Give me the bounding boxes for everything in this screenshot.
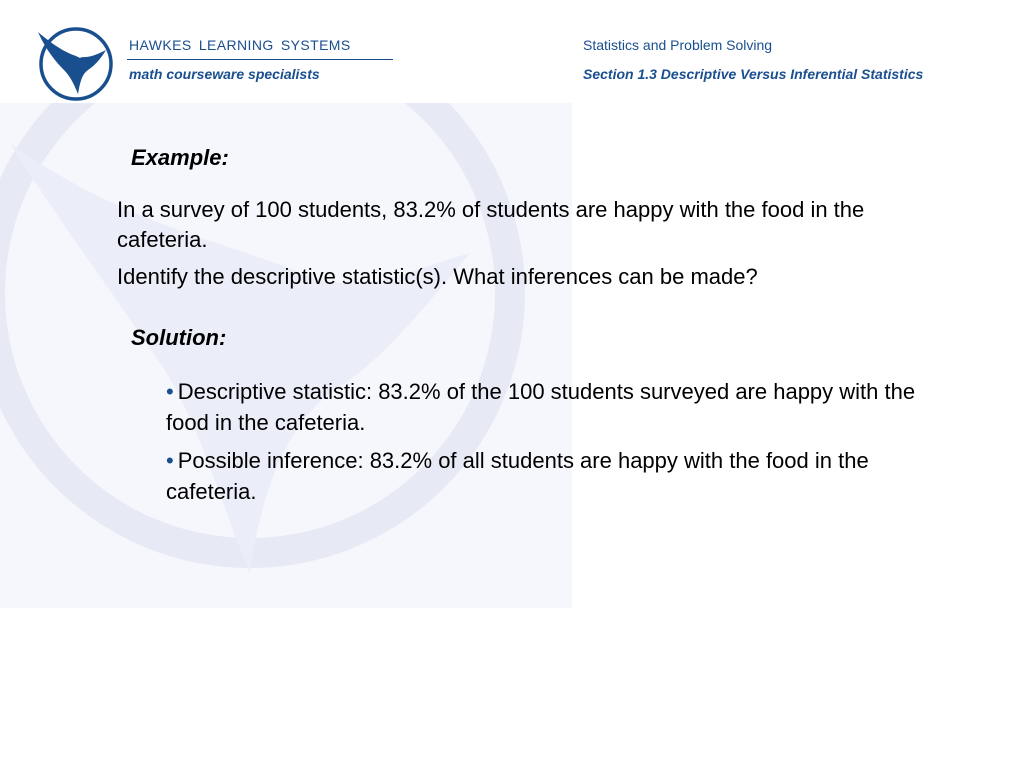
watermark-hawk-icon [0, 103, 572, 608]
example-question: Identify the descriptive statistic(s). What inferences can be made? [117, 264, 758, 289]
bullet-icon: • [166, 379, 174, 404]
example-problem: In a survey of 100 students, 83.2% of students are happy with the food in the cafeteria. [117, 197, 865, 252]
example-heading: Example: [131, 145, 229, 170]
solution-possible-inference: Possible inference: 83.2% of all students are happy with the food in the cafeteria. [166, 448, 869, 504]
list-item [166, 445, 926, 507]
brand-divider [127, 59, 393, 60]
list-item [166, 376, 926, 438]
section-title: Section 1.3 Descriptive Versus Inferential Statistics [583, 66, 924, 82]
course-title: Statistics and Problem Solving [583, 37, 773, 53]
hawk-logo-icon [34, 26, 118, 102]
brand-name: HAWKES LEARNING SYSTEMS [129, 37, 351, 53]
background-watermark [0, 103, 572, 608]
bullet-icon: • [166, 448, 174, 473]
solution-descriptive-statistic: Descriptive statistic: 83.2% of the 100 students surveyed are happy with the food in the cafeteria. [166, 379, 916, 435]
solution-heading: Solution: [131, 325, 227, 350]
solution-list [166, 376, 926, 514]
brand-tagline: math courseware specialists [129, 66, 320, 82]
